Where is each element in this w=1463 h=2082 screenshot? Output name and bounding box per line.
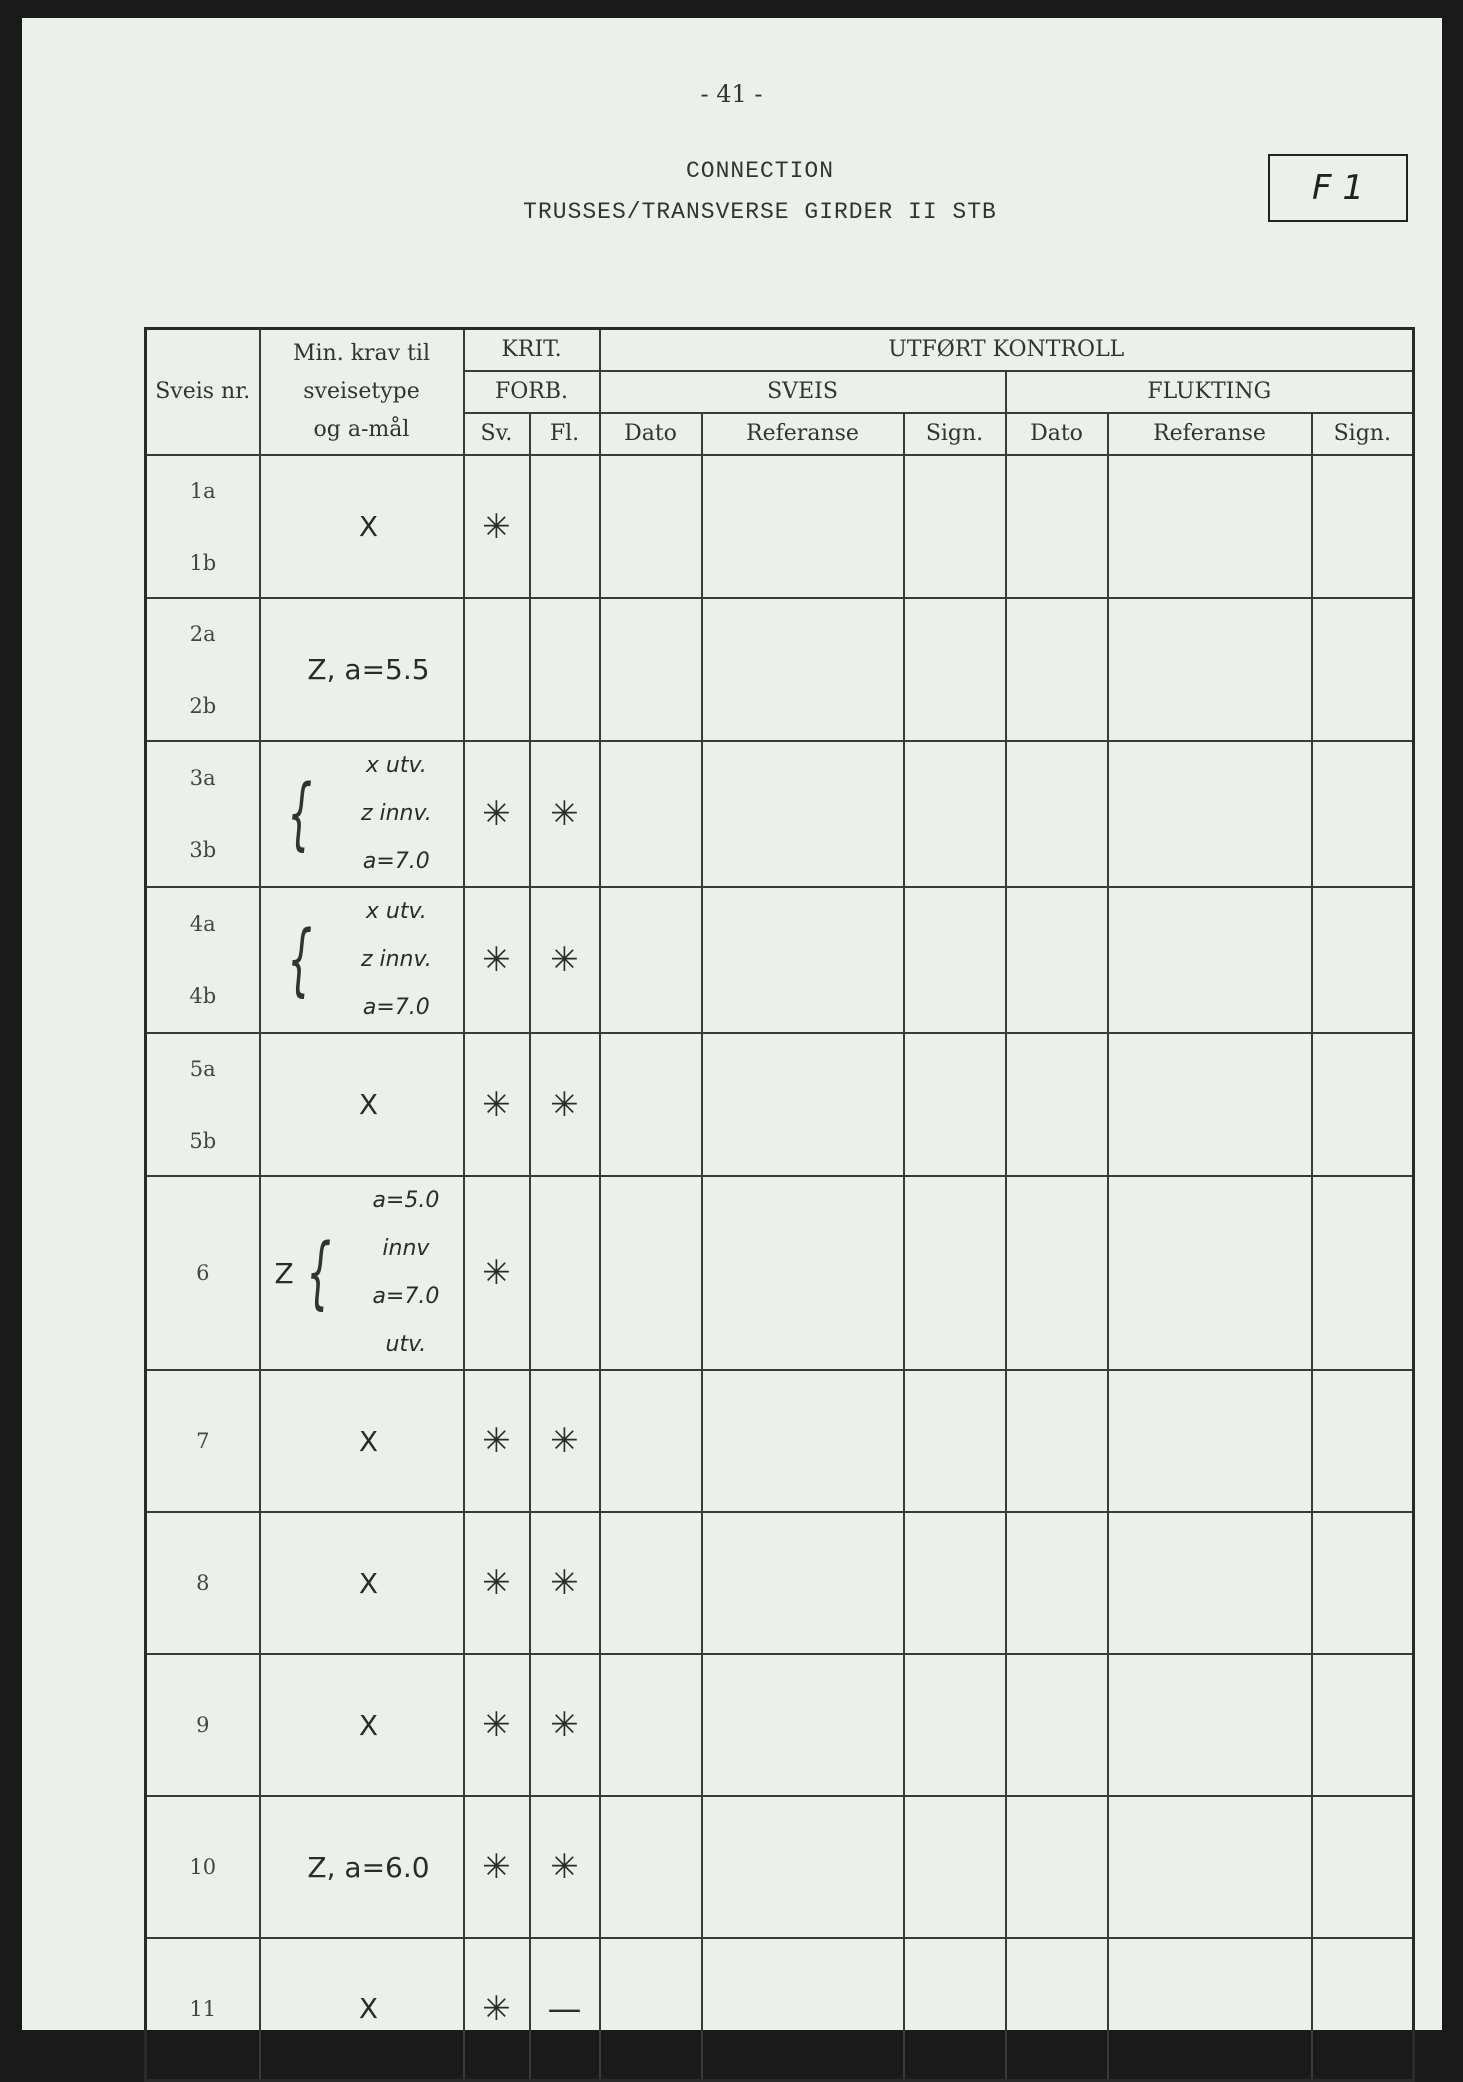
sveis-sign-cell[interactable] [904,887,1006,1033]
requirement-text: X [358,1566,379,1600]
krit-sv-cell: ✳ [464,1938,530,2080]
requirement-text: a=5.0 innv [372,1188,440,1261]
sveis-sign-cell[interactable] [904,1796,1006,1938]
sveis-sign-cell[interactable] [904,1033,1006,1176]
requirement-text: z innv. a=7.0 [360,947,432,1020]
header-min-krav-line2: sveisetype [303,379,420,404]
requirement-cell [260,1370,464,1512]
table-row [146,1033,1414,1176]
weld-number-cell [146,455,260,598]
requirement-prefix: Z [274,1256,294,1290]
header-flukting-sign: Sign. [1312,413,1414,455]
krit-sv-cell: ✳ [464,1370,530,1512]
flukting-dato-cell[interactable] [1006,1370,1108,1512]
header-sveis-dato: Dato [600,413,702,455]
krit-sv-cell: ✳ [464,887,530,1033]
brace-glyph: { [306,1228,331,1318]
requirement-cell [260,1033,464,1176]
weld-number: 2b [189,693,217,718]
brace-glyph: { [286,769,312,859]
weld-number: 7 [196,1429,210,1453]
sveis-dato-cell[interactable] [600,1033,702,1176]
weld-number: 4a [189,912,216,936]
sveis-referanse-cell[interactable] [702,1796,904,1938]
requirement-cell [260,1512,464,1654]
flukting-referanse-cell[interactable] [1108,1654,1312,1796]
sveis-referanse-cell[interactable] [702,1176,904,1370]
weld-number: 6 [196,1261,210,1285]
flukting-sign-cell[interactable] [1312,1176,1414,1370]
flukting-dato-cell[interactable] [1006,1176,1108,1370]
flukting-referanse-cell[interactable] [1108,1176,1312,1370]
weld-number: 3a [189,766,216,790]
sveis-sign-cell[interactable] [904,598,1006,741]
sveis-referanse-cell[interactable] [702,598,904,741]
weld-number: 1b [189,550,217,575]
sveis-dato-cell[interactable] [600,1370,702,1512]
table-row [146,887,1414,1033]
sveis-dato-cell[interactable] [600,1512,702,1654]
sveis-dato-cell[interactable] [600,1938,702,2080]
weld-number-cell [146,1176,260,1370]
header-forb: FORB. [464,371,600,413]
sveis-referanse-cell[interactable] [702,887,904,1033]
requirement-text: X [358,1424,379,1458]
weld-number: 11 [189,1996,217,2021]
table-row [146,741,1414,887]
requirement-text: x utv. [365,899,427,924]
krit-fl-cell [530,1176,600,1370]
flukting-referanse-cell[interactable] [1108,887,1312,1033]
flukting-dato-cell[interactable] [1006,455,1108,598]
flukting-sign-cell[interactable] [1312,1938,1414,2080]
requirement-cell [260,598,464,741]
krit-sv-cell: ✳ [464,455,530,598]
flukting-sign-cell[interactable] [1312,1033,1414,1176]
weld-number: 10 [189,1855,217,1879]
flukting-dato-cell[interactable] [1006,598,1108,741]
document-subtitle: TRUSSES/TRANSVERSE GIRDER II STB [523,199,997,225]
flukting-sign-cell[interactable] [1312,1512,1414,1654]
weld-number-cell [146,1033,260,1176]
sveis-dato-cell[interactable] [600,1654,702,1796]
weld-number: 8 [196,1571,210,1595]
header-sveis-nr-text: Sveis nr. [155,379,251,404]
weld-control-table [144,327,1415,2082]
krit-sv-cell [464,598,530,741]
header-min-krav-line1: Min. krav til [292,341,431,366]
flukting-sign-cell[interactable] [1312,1796,1414,1938]
header-sveis-sign: Sign. [904,413,1006,455]
sveis-sign-cell[interactable] [904,1938,1006,2080]
requirement-cell [260,887,464,1033]
document-title: CONNECTION [685,158,835,184]
sveis-referanse-cell[interactable] [702,741,904,887]
sveis-referanse-cell[interactable] [702,1370,904,1512]
header-fl: Fl. [530,413,600,455]
sveis-dato-cell[interactable] [600,598,702,741]
requirement-text: Z, a=5.5 [307,653,430,686]
flukting-dato-cell[interactable] [1006,887,1108,1033]
header-sveis: SVEIS [600,371,1006,413]
flukting-referanse-cell[interactable] [1108,1512,1312,1654]
header-sveis-nr [146,329,260,456]
sveis-sign-cell[interactable] [904,1512,1006,1654]
weld-number: 5a [189,1056,216,1081]
sveis-sign-cell[interactable] [904,455,1006,598]
sveis-dato-cell[interactable] [600,1176,702,1370]
requirement-text: X [358,1088,379,1121]
sveis-referanse-cell[interactable] [702,1938,904,2080]
krit-fl-cell: — [530,1938,600,2080]
flukting-referanse-cell[interactable] [1108,1796,1312,1938]
krit-sv-cell: ✳ [464,1512,530,1654]
requirement-text: a=7.0 utv. [372,1284,440,1357]
flukting-sign-cell[interactable] [1312,455,1414,598]
flukting-sign-cell[interactable] [1312,887,1414,1033]
requirement-text: X [358,1992,379,2026]
weld-number-cell [146,887,260,1033]
sveis-dato-cell[interactable] [600,741,702,887]
requirement-cell [260,1938,464,2080]
krit-fl-cell: ✳ [530,1512,600,1654]
requirement-cell [260,741,464,887]
flukting-referanse-cell[interactable] [1108,455,1312,598]
weld-number: 2a [189,621,216,646]
sveis-sign-cell[interactable] [904,741,1006,887]
requirement-cell [260,1176,464,1370]
brace-glyph: { [286,915,312,1005]
krit-sv-cell: ✳ [464,1176,530,1370]
weld-number-cell [146,1796,260,1938]
weld-number: 4b [189,984,217,1008]
krit-fl-cell: ✳ [530,1796,600,1938]
flukting-referanse-cell[interactable] [1108,1033,1312,1176]
krit-sv-cell: ✳ [464,741,530,887]
header-flukting: FLUKTING [1006,371,1414,413]
weld-number-cell [146,1654,260,1796]
krit-fl-cell: ✳ [530,1370,600,1512]
flukting-referanse-cell[interactable] [1108,1938,1312,2080]
krit-sv-cell: ✳ [464,1796,530,1938]
flukting-sign-cell[interactable] [1312,1370,1414,1512]
requirement-text: X [358,510,379,543]
weld-number-cell [146,1938,260,2080]
table-row [146,1938,1414,2080]
flukting-referanse-cell[interactable] [1108,741,1312,887]
weld-number: 1a [189,478,216,503]
krit-sv-cell: ✳ [464,1654,530,1796]
requirement-text: Z, a=6.0 [307,1850,430,1884]
weld-number-cell [146,1370,260,1512]
requirement-text: x utv. [365,753,427,778]
krit-fl-cell [530,598,600,741]
table-row [146,1370,1414,1512]
weld-number: 9 [196,1713,210,1737]
table-row [146,1654,1414,1796]
sveis-referanse-cell[interactable] [702,1512,904,1654]
krit-sv-cell: ✳ [464,1033,530,1176]
flukting-dato-cell[interactable] [1006,1654,1108,1796]
flukting-sign-cell[interactable] [1312,741,1414,887]
header-sv: Sv. [464,413,530,455]
requirement-cell [260,1654,464,1796]
sveis-dato-cell[interactable] [600,455,702,598]
weld-number: 3b [189,838,217,862]
header-flukting-referanse: Referanse [1108,413,1312,455]
sveis-sign-cell[interactable] [904,1370,1006,1512]
requirement-cell [260,455,464,598]
header-krit: KRIT. [464,329,600,372]
sveis-referanse-cell[interactable] [702,1654,904,1796]
weld-number-cell [146,1512,260,1654]
krit-fl-cell: ✳ [530,887,600,1033]
flukting-dato-cell[interactable] [1006,1512,1108,1654]
form-code-box: F 1 [1268,154,1408,222]
flukting-dato-cell[interactable] [1006,741,1108,887]
krit-fl-cell: ✳ [530,741,600,887]
flukting-dato-cell[interactable] [1006,1033,1108,1176]
flukting-dato-cell[interactable] [1006,1938,1108,2080]
header-min-krav [260,329,464,456]
table-row [146,598,1414,741]
krit-fl-cell: ✳ [530,1033,600,1176]
table-row [146,1796,1414,1938]
requirement-text: X [358,1708,379,1742]
flukting-dato-cell[interactable] [1006,1796,1108,1938]
table-row [146,1512,1414,1654]
flukting-referanse-cell[interactable] [1108,598,1312,741]
header-min-krav-line3: og a-mål [313,417,410,442]
sveis-referanse-cell[interactable] [702,1033,904,1176]
flukting-referanse-cell[interactable] [1108,1370,1312,1512]
requirement-cell [260,1796,464,1938]
requirement-text: z innv. a=7.0 [360,801,432,874]
sveis-referanse-cell[interactable] [702,455,904,598]
flukting-sign-cell[interactable] [1312,1654,1414,1796]
weld-number-cell [146,598,260,741]
header-sveis-referanse: Referanse [702,413,904,455]
header-utfort-kontroll: UTFØRT KONTROLL [600,329,1414,372]
header-flukting-dato: Dato [1006,413,1108,455]
weld-number-cell [146,741,260,887]
sveis-sign-cell[interactable] [904,1176,1006,1370]
sveis-sign-cell[interactable] [904,1654,1006,1796]
table-row [146,455,1414,598]
table-row [146,1176,1414,1370]
weld-number: 5b [189,1128,217,1153]
sveis-dato-cell[interactable] [600,1796,702,1938]
krit-fl-cell [530,455,600,598]
page-number: - 41 - [700,80,763,108]
krit-fl-cell: ✳ [530,1654,600,1796]
sveis-dato-cell[interactable] [600,887,702,1033]
flukting-sign-cell[interactable] [1312,598,1414,741]
